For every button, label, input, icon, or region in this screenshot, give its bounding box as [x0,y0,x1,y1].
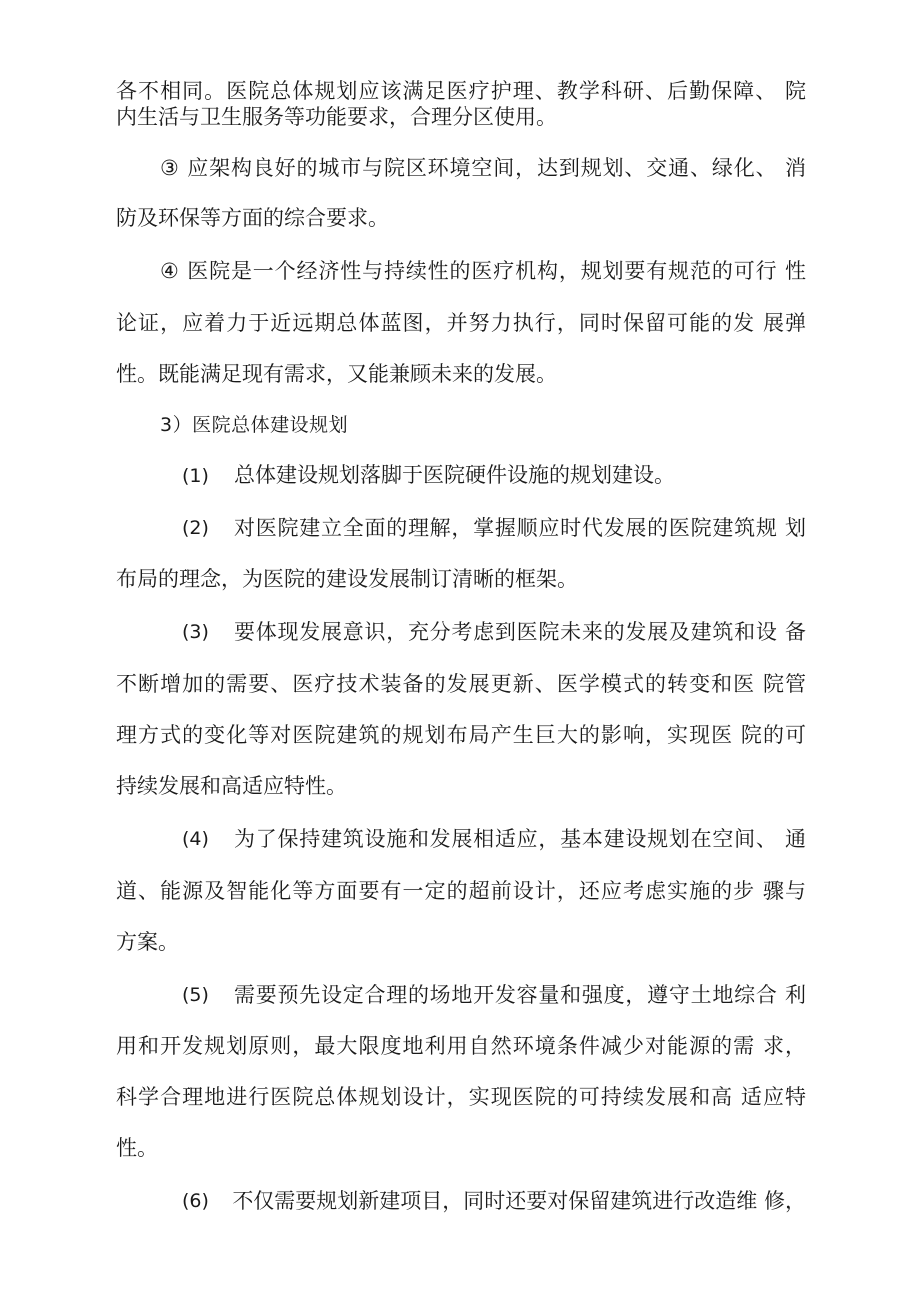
text-line: 道、能源及智能化等方面要有一定的超前设计，还应考虑实施的步 骤与 [116,879,806,903]
item-text: 为了保持建筑设施和发展相适应，基本建设规划在空间、 通 [234,827,806,851]
text-line: 不断增加的需要、医疗技术装备的发展更新、医学模式的转变和医 院管 [116,672,806,696]
text-line: ④ 医院是一个经济性与持续性的医疗机构，规划要有规范的可行 性 [160,259,806,283]
item-text: 不仅需要规划新建项目，同时还要对保留建筑进行改造维 修， [232,1189,806,1213]
text-line: 布局的理念，为医院的建设发展制订清晰的框架。 [116,567,578,591]
text-line: 内生活与卫生服务等功能要求，合理分区使用。 [116,105,557,129]
text-line: 科学合理地进行医院总体规划设计，实现医院的可持续发展和高 适应特 [116,1085,806,1109]
item-number: (3) [182,621,209,643]
text-line: 理方式的变化等对医院建筑的规划布局产生巨大的影响，实现医 院的可 [116,723,806,747]
list-item [182,619,806,645]
item-number: (5) [182,984,209,1006]
item-number: (6) [182,1190,209,1212]
text-line: 性。 [116,1136,158,1160]
item-text: 需要预先设定合理的场地开发容量和强度，遵守土地综合 利 [234,983,806,1007]
text-line: 持续发展和高适应特性。 [116,774,347,798]
list-item [182,982,806,1008]
item-number: (1) [182,465,209,487]
section-heading: 3）医院总体建设规划 [160,414,349,436]
item-text: 总体建设规划落脚于医院硬件设施的规划建设。 [234,463,675,487]
text-line: 用和开发规划原则，最大限度地利用自然环境条件减少对能源的需 求， [116,1034,806,1058]
text-line: 各不相同。医院总体规划应该满足医疗护理、教学科研、后勤保障、 院 [116,79,806,103]
text-line: 性。既能满足现有需求，又能兼顾未来的发展。 [116,362,557,386]
list-item [182,1188,806,1214]
item-text: 要体现发展意识，充分考虑到医院未来的发展及建筑和设 备 [234,620,806,644]
text-line: 防及环保等方面的综合要求。 [116,206,389,230]
list-item [182,462,675,488]
item-number: (4) [182,828,209,850]
item-text: 对医院建立全面的理解，掌握顺应时代发展的医院建筑规 划 [234,516,806,540]
text-line: ③ 应架构良好的城市与院区环境空间，达到规划、交通、绿化、 消 [160,156,806,180]
text-line: 论证，应着力于近远期总体蓝图，并努力执行，同时保留可能的发 展弹 [116,311,806,335]
list-item [182,826,806,852]
item-number: (2) [182,517,209,539]
list-item [182,515,806,541]
text-line: 方案。 [116,930,179,954]
